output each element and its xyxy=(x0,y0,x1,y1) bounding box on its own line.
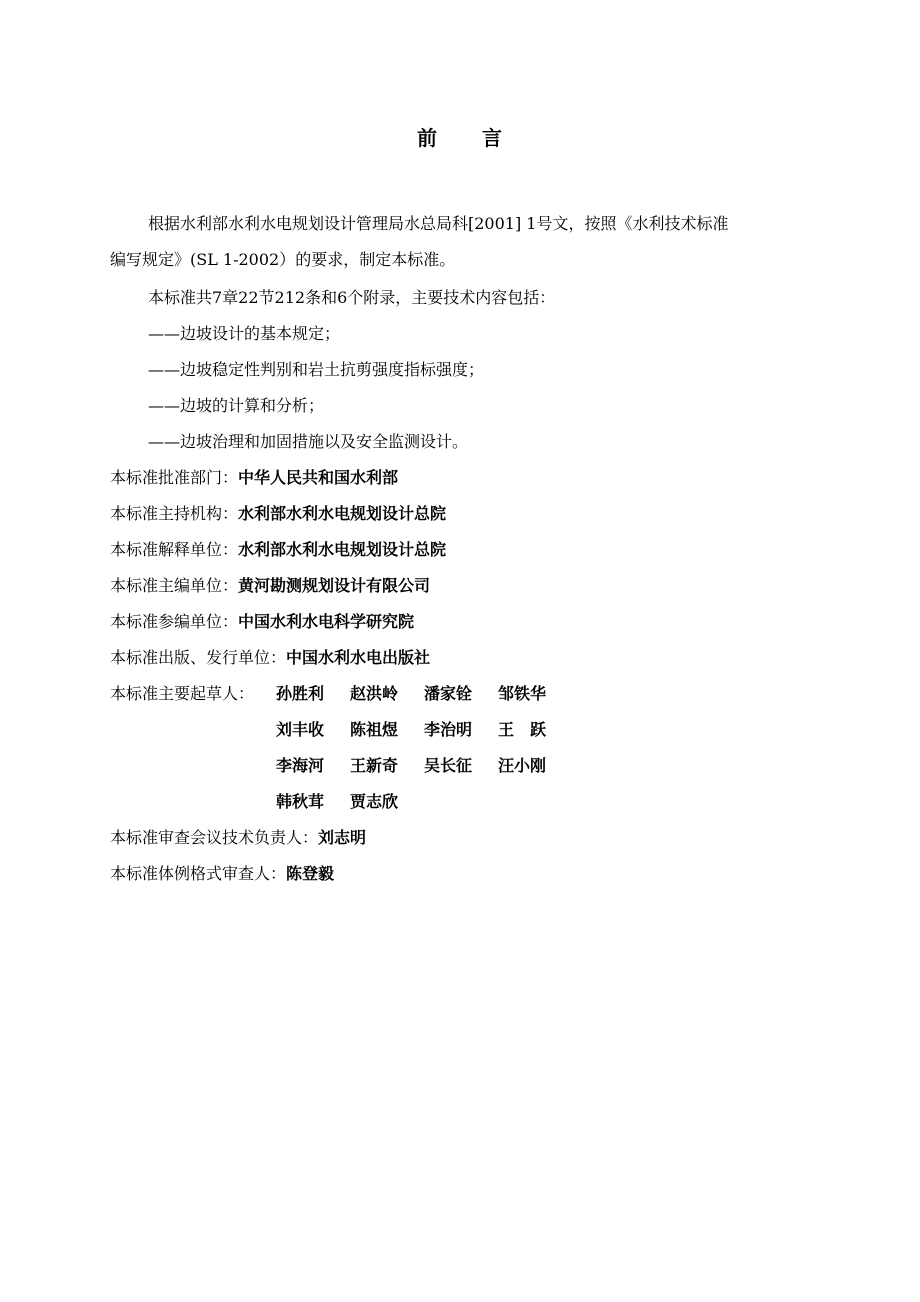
host-label: 本标准主持机构： xyxy=(110,504,239,523)
chief-editor-value: 黄河勘测规划设计有限公司 xyxy=(238,576,431,595)
drafter-name: 吴长征 xyxy=(424,756,473,775)
drafters-row-2 xyxy=(276,720,572,740)
chief-editor-label: 本标准主编单位： xyxy=(110,576,239,595)
drafter-name: 陈祖煜 xyxy=(350,720,399,739)
review-lead-row xyxy=(110,828,366,848)
intro-line-2: 编写规定》(SL 1-2002）的要求，制定本标准。 xyxy=(110,250,456,269)
title-part-1: 前 xyxy=(417,126,438,150)
drafter-name: 王 跃 xyxy=(498,720,547,739)
format-reviewer-label: 本标准体例格式审查人： xyxy=(110,864,287,883)
approver-value: 中华人民共和国水利部 xyxy=(238,468,399,487)
co-editor-row xyxy=(110,612,414,632)
drafter-name: 孙胜利 xyxy=(276,684,325,703)
drafter-name: 李治明 xyxy=(424,720,473,739)
drafters-label: 本标准主要起草人： xyxy=(110,684,255,703)
page-title xyxy=(0,122,920,151)
publisher-row xyxy=(110,648,430,668)
drafters-row-1 xyxy=(110,684,572,704)
interpreter-label: 本标准解释单位： xyxy=(110,540,239,559)
intro-line-1: 根据水利部水利水电规划设计管理局水总局科[2001] 1号文，按照《水利技术标准 xyxy=(148,214,729,233)
publisher-label: 本标准出版、发行单位： xyxy=(110,648,287,667)
co-editor-label: 本标准参编单位： xyxy=(110,612,239,631)
drafter-name: 李海河 xyxy=(276,756,325,775)
format-reviewer-row xyxy=(110,864,334,884)
intro-line-3: 本标准共7章22节212条和6个附录，主要技术内容包括： xyxy=(148,288,556,307)
drafter-name: 汪小刚 xyxy=(498,756,547,775)
content-item-3: ——边坡的计算和分析； xyxy=(148,396,325,415)
approver-row xyxy=(110,468,398,488)
chief-editor-row xyxy=(110,576,430,596)
co-editor-value: 中国水利水电科学研究院 xyxy=(238,612,415,631)
host-row xyxy=(110,504,446,524)
review-lead-value: 刘志明 xyxy=(318,828,367,847)
approver-label: 本标准批准部门： xyxy=(110,468,239,487)
drafter-name: 赵洪岭 xyxy=(350,684,399,703)
host-value: 水利部水利水电规划设计总院 xyxy=(238,504,447,523)
interpreter-row xyxy=(110,540,446,560)
publisher-value: 中国水利水电出版社 xyxy=(286,648,431,667)
drafter-name: 王新奇 xyxy=(350,756,399,775)
review-lead-label: 本标准审查会议技术负责人： xyxy=(110,828,319,847)
title-part-2: 言 xyxy=(482,126,503,150)
content-item-1: ——边坡设计的基本规定； xyxy=(148,324,341,343)
drafters-row-4 xyxy=(276,792,424,812)
drafters-row-3 xyxy=(276,756,572,776)
drafter-name: 韩秋茸 xyxy=(276,792,325,811)
drafter-name: 潘家铨 xyxy=(424,684,473,703)
drafter-name: 贾志欣 xyxy=(350,792,399,811)
format-reviewer-value: 陈登毅 xyxy=(286,864,335,883)
drafter-name: 邹铁华 xyxy=(498,684,547,703)
content-item-4: ——边坡治理和加固措施以及安全监测设计。 xyxy=(148,432,469,451)
drafter-name: 刘丰收 xyxy=(276,720,325,739)
content-item-2: ——边坡稳定性判别和岩土抗剪强度指标强度； xyxy=(148,360,485,379)
interpreter-value: 水利部水利水电规划设计总院 xyxy=(238,540,447,559)
